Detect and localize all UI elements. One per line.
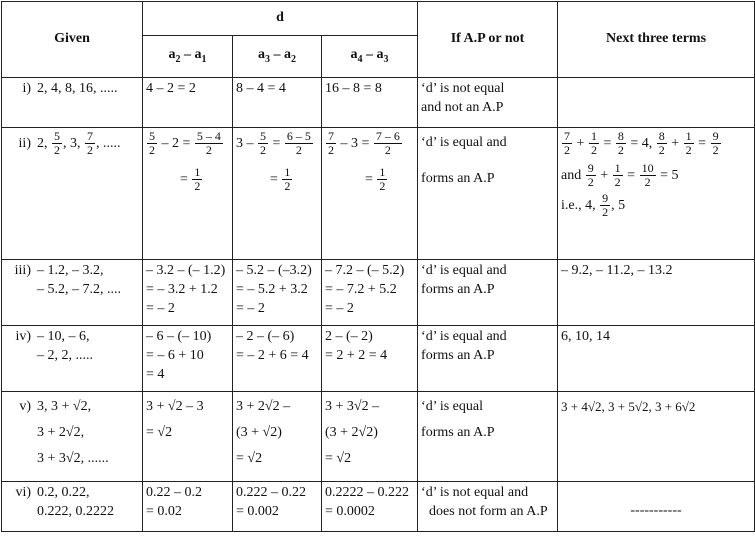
ap-cell: ‘d’ is equal and forms an A.P [418,326,558,392]
diff3-cell: 0.2222 – 0.222 = 0.0002 [322,482,418,532]
header-next-terms: Next three terms [558,2,755,78]
diff3-cell: 2 – (– 2) = 2 + 2 = 4 [322,326,418,392]
table-row [2,392,755,482]
diff2-cell: 3 – $\frac{5}{2}$ = $\frac{6 - 5}{2}$ = $\frac{1}{2}$ [233,128,322,260]
diff2-cell: – 2 – (– 6) = – 2 + 6 = 4 [233,326,322,392]
fraction: $\frac{5}{2}$ [54,129,60,158]
next-cell: ----------- [558,482,755,532]
diff2-cell: – 5.2 – (–3.2) = – 5.2 + 3.2 = – 2 [233,260,322,326]
given-cell: vi) 0.2, 0.22, 0.222, 0.2222 [2,482,143,532]
given-cell: iv) – 10, – 6, – 2, 2, ..... [2,326,143,392]
row-label: iv) [15,329,31,344]
next-cell: 6, 10, 14 [558,326,755,392]
given-cell: i) 2, 4, 8, 16, ..... [2,78,143,128]
diff1-cell: 3 + √2 – 3 = √2 [143,392,233,482]
table-row [2,482,755,532]
fraction: $\frac{7}{2}$ [87,129,93,158]
ap-table [1,1,755,532]
row-label: vi) [15,485,31,500]
given-cell: iii) – 1.2, – 3.2, – 5.2, – 7.2, .... [2,260,143,326]
next-cell [558,78,755,128]
given-cell: v) 3, 3 + √2, 3 + 2√2, 3 + 3√2, ...... [2,392,143,482]
header-diff-2: $a_3 - a_2$ [233,36,322,78]
header-diff-1: $a_2 - a_1$ [143,36,233,78]
table-row [2,78,755,128]
diff1-cell: – 3.2 – (– 1.2) = – 3.2 + 1.2 = – 2 [143,260,233,326]
diff1-cell: – 6 – (– 10) = – 6 + 10 = 4 [143,326,233,392]
diff2-cell: 3 + 2√2 – (3 + √2) = √2 [233,392,322,482]
diff1-cell: $\frac{5}{2}$ – 2 = $\frac{5 - 4}{2}$ = $\frac{1}{2}$ [143,128,233,260]
diff3-cell: $\frac{7}{2}$ – 3 = $\frac{7 - 6}{2}$ = $\frac{1}{2}$ [322,128,418,260]
table-row [2,326,755,392]
diff3-cell: – 7.2 – (– 5.2) = – 7.2 + 5.2 = – 2 [322,260,418,326]
diff1-cell: 0.22 – 0.2 = 0.02 [143,482,233,532]
row-label: i) [22,81,31,96]
header-ap-question: If A.P or not [418,2,558,78]
ap-cell: ‘d’ is not equal and not an A.P [418,78,558,128]
diff1-cell: 4 – 2 = 2 [143,78,233,128]
diff3-cell: 3 + 3√2 – (3 + 2√2) = √2 [322,392,418,482]
given-cell: ii) 2, $\frac{5}{2}$ , 3, $\frac{7}{2}$ , ..... [2,128,143,260]
row-label: ii) [18,135,31,151]
next-cell: $\frac{7}{2}$ + $\frac{1}{2}$ = $\frac{8}{2}$ = 4, $\frac{8}{2}$ + $\frac{1}{2}$ = $\frac{9}{2}$ and $\frac{9}{2}$ + $\frac{1}{2}$ = $\frac{10}{2}$ = 5 i.e., 4, $\frac{9}{2}$ , 5 [558,128,755,260]
diff3-cell: 16 – 8 = 8 [322,78,418,128]
header-d: d [143,2,418,36]
ap-cell: ‘d’ is equal and forms an A.P [418,260,558,326]
ap-cell: ‘d’ is equal forms an A.P [418,392,558,482]
next-cell: 3 + 4√2, 3 + 5√2, 3 + 6√2 [558,392,755,482]
diff2-cell: 0.222 – 0.22 = 0.002 [233,482,322,532]
ap-cell: ‘d’ is not equal and does not form an A.P [418,482,558,532]
header-given: Given [2,2,143,78]
table-row [2,128,755,260]
row-label: v) [19,399,31,414]
row-label: iii) [14,263,31,278]
next-cell: – 9.2, – 11.2, – 13.2 [558,260,755,326]
ap-cell: ‘d’ is equal and forms an A.P [418,128,558,260]
diff2-cell: 8 – 4 = 4 [233,78,322,128]
table-row [2,260,755,326]
header-diff-3: $a_4 - a_3$ [322,36,418,78]
